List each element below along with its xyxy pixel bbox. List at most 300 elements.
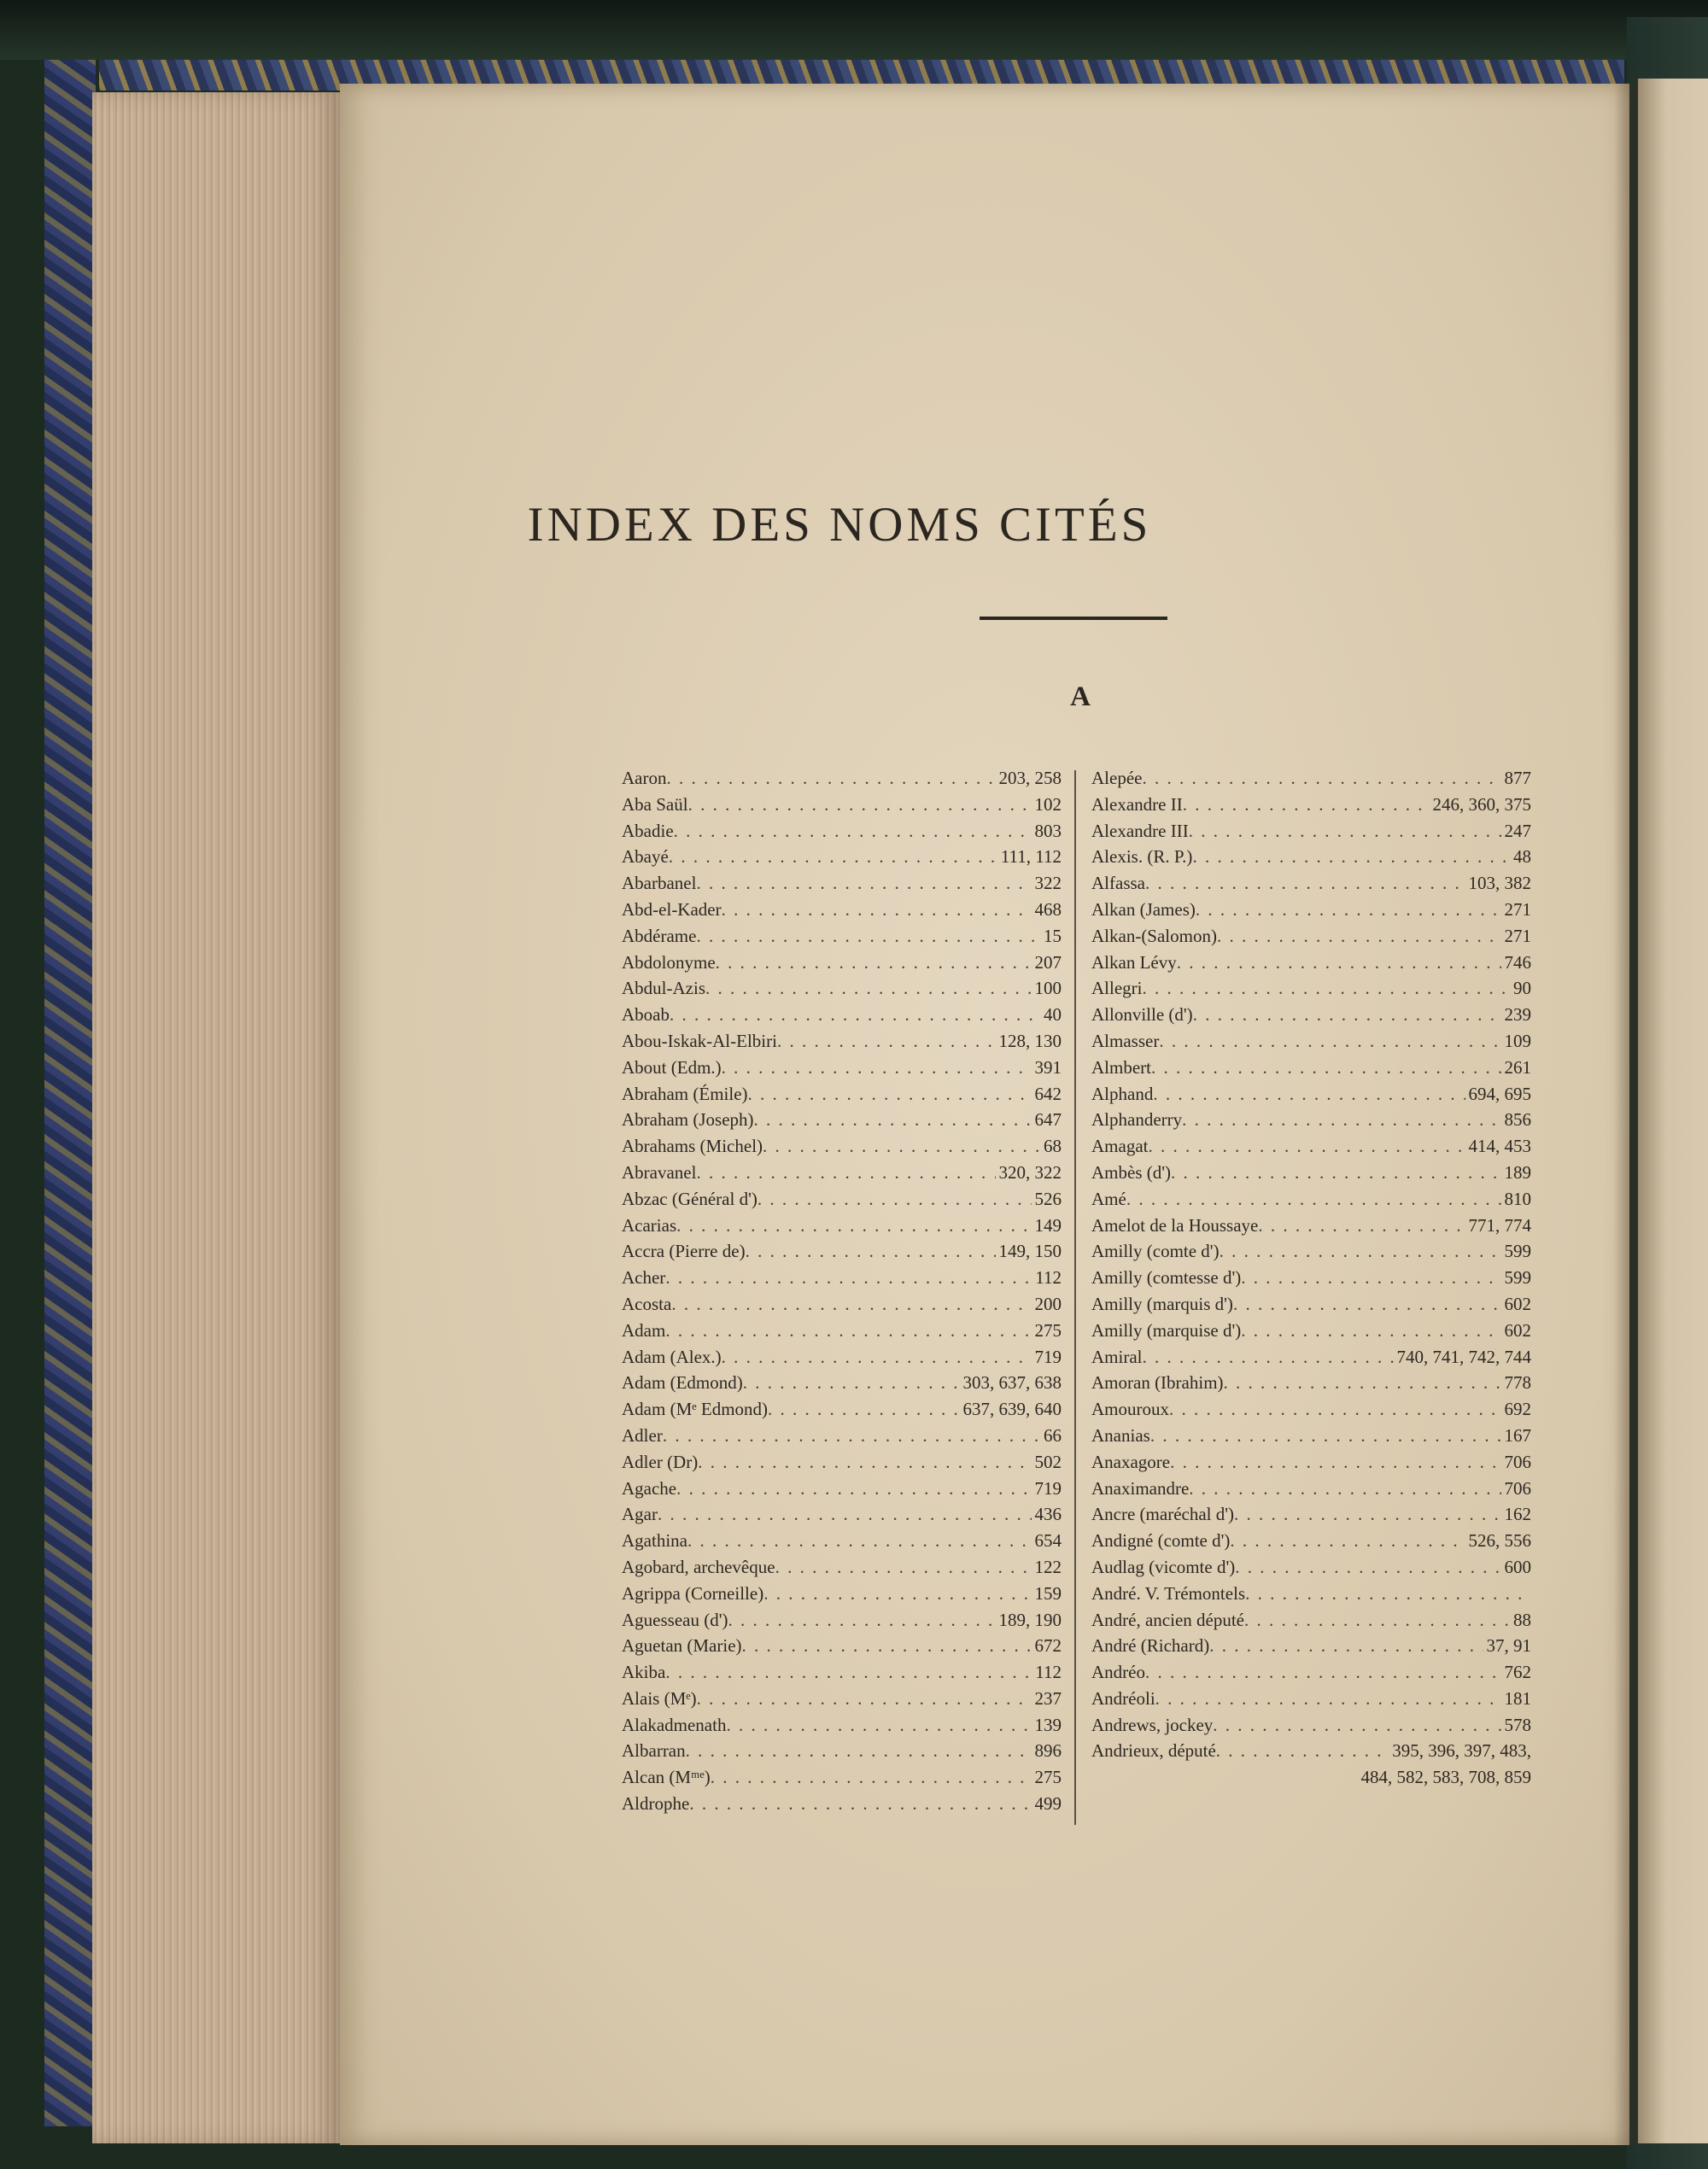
index-entry [1091, 1320, 1531, 1347]
dot-leader [1230, 1530, 1465, 1552]
index-entry [1091, 1084, 1531, 1110]
entry-pages: 719 [1034, 1477, 1062, 1499]
index-entry [1091, 1583, 1531, 1610]
dot-leader [1192, 846, 1510, 868]
index-entry [622, 1583, 1062, 1610]
entry-pages: 803 [1034, 820, 1062, 841]
entry-pages: 271 [1504, 898, 1531, 920]
dot-leader [1153, 1084, 1465, 1105]
entry-name: Alexis. (R. P.) [1091, 846, 1193, 868]
entry-name: Amouroux [1091, 1399, 1169, 1420]
entry-name: Amagat [1091, 1136, 1149, 1157]
entry-continuation: 484, 582, 583, 708, 859 [1360, 1767, 1531, 1788]
dot-leader [665, 1320, 1031, 1342]
index-column-right [1091, 768, 1531, 1793]
index-entry [622, 1215, 1062, 1242]
index-entry [622, 1320, 1062, 1347]
entry-name: Andrews, jockey [1091, 1714, 1214, 1735]
entry-name: Alepée [1091, 768, 1143, 788]
index-entry [1091, 1004, 1531, 1031]
index-entry [622, 1715, 1062, 1741]
entry-pages: 526, 556 [1468, 1530, 1531, 1552]
entry-name: Ananias [1091, 1424, 1150, 1446]
entry-name: Adler (Dr) [622, 1451, 699, 1472]
index-entry [1091, 1530, 1531, 1557]
entry-pages: 247 [1504, 820, 1531, 841]
index-entry [1091, 1031, 1531, 1057]
index-entry [622, 768, 1062, 794]
page-gutter [1614, 84, 1640, 2145]
index-entry [1091, 1662, 1531, 1688]
index-entry [622, 1793, 1062, 1820]
index-entry [622, 978, 1062, 1004]
entry-name: Alfassa [1091, 873, 1145, 894]
index-entry [622, 794, 1062, 821]
dot-leader [757, 1189, 1032, 1210]
dot-leader [1150, 1425, 1501, 1447]
entry-name: Albarran [622, 1740, 686, 1762]
index-entry [622, 1267, 1062, 1294]
entry-name: Ambès (d') [1091, 1161, 1172, 1183]
dot-leader [726, 1715, 1031, 1736]
index-entry [1091, 768, 1531, 794]
dot-leader [722, 899, 1032, 921]
index-column-left [622, 768, 1062, 1820]
entry-pages: 189 [1504, 1161, 1531, 1183]
index-entry [622, 1610, 1062, 1636]
index-entry [622, 1372, 1062, 1399]
entry-name: Adam (Edmond) [622, 1372, 743, 1394]
entry-pages: 778 [1504, 1372, 1531, 1394]
entry-name: Amilly (marquis d') [1091, 1293, 1233, 1314]
dot-leader [1171, 1162, 1500, 1184]
dot-leader [1234, 1504, 1500, 1525]
entry-pages: 642 [1034, 1083, 1062, 1104]
entry-pages: 322 [1034, 873, 1062, 894]
entry-pages: 162 [1504, 1504, 1531, 1525]
entry-pages: 275 [1034, 1319, 1062, 1341]
entry-pages: 239 [1504, 1004, 1531, 1026]
entry-name: Abadie [622, 820, 674, 841]
dot-leader [1216, 1740, 1389, 1762]
dot-leader [1235, 1557, 1500, 1578]
entry-name: Acher [622, 1267, 666, 1289]
entry-pages: 694, 695 [1468, 1083, 1531, 1104]
entry-name: Accra (Pierre de) [622, 1241, 746, 1262]
dot-leader [686, 1740, 1032, 1762]
index-entry [622, 1057, 1062, 1084]
entry-pages: 40 [1044, 1004, 1062, 1026]
index-entry [1091, 1215, 1531, 1242]
entry-pages: 159 [1034, 1582, 1062, 1604]
entry-name: Adam [622, 1319, 666, 1341]
entry-pages: 600 [1504, 1556, 1531, 1577]
index-entry [1091, 1478, 1531, 1505]
entry-pages: 90 [1513, 978, 1531, 999]
dot-leader [688, 794, 1032, 816]
entry-name: Almbert [1091, 1056, 1151, 1078]
index-entry [1091, 1688, 1531, 1715]
dot-leader [1245, 1583, 1528, 1605]
index-entry [1091, 1425, 1531, 1452]
column-divider [1074, 770, 1076, 1825]
dot-leader [1159, 1031, 1500, 1052]
book-spine [44, 60, 99, 2126]
entry-name: Abravanel [622, 1161, 697, 1183]
dot-leader [1220, 1241, 1501, 1262]
entry-name: Abdolonyme [622, 951, 716, 973]
dot-leader [1241, 1320, 1500, 1342]
entry-name: Alphanderry [1091, 1109, 1183, 1131]
entry-name: Abraham (Joseph) [622, 1109, 754, 1131]
index-entry [622, 1347, 1062, 1373]
dot-leader [689, 1793, 1031, 1815]
dot-leader [1258, 1215, 1465, 1237]
index-entry [622, 1478, 1062, 1505]
dot-leader [1145, 873, 1465, 894]
entry-pages: 112 [1035, 1662, 1062, 1683]
entry-pages: 706 [1504, 1451, 1531, 1472]
index-entry [622, 952, 1062, 979]
entry-pages: 499 [1034, 1793, 1062, 1815]
index-entry [622, 1688, 1062, 1715]
index-entry [622, 1767, 1062, 1793]
dot-leader [698, 1452, 1031, 1473]
entry-name: Alkan-(Salomon) [1091, 925, 1217, 946]
dot-leader [768, 1399, 959, 1420]
index-entry [1091, 1162, 1531, 1189]
entry-name: About (Edm.) [622, 1056, 722, 1078]
dot-leader [746, 1241, 996, 1262]
index-entry [1091, 821, 1531, 847]
dot-leader [666, 768, 995, 789]
entry-pages: 877 [1504, 768, 1531, 788]
dot-leader [1142, 978, 1510, 999]
entry-name: Alexandre III [1091, 820, 1189, 841]
entry-pages: 139 [1034, 1714, 1062, 1735]
entry-name: André. V. Trémontels [1091, 1582, 1246, 1604]
entry-name: Acosta [622, 1293, 672, 1314]
index-entry [622, 1162, 1062, 1189]
dot-leader [676, 1478, 1031, 1500]
dot-leader [665, 1662, 1032, 1683]
entry-name: Akiba [622, 1662, 666, 1683]
entry-pages: 271 [1504, 925, 1531, 946]
entry-pages: 109 [1504, 1030, 1531, 1051]
entry-name: Agrippa (Corneille) [622, 1582, 764, 1604]
entry-name: Abarbanel [622, 873, 697, 894]
entry-name: Aldrophe [622, 1793, 690, 1815]
dot-leader [1177, 952, 1501, 973]
entry-pages: 246, 360, 375 [1432, 793, 1531, 815]
index-entry [622, 1084, 1062, 1110]
dot-leader [1233, 1294, 1501, 1315]
entry-pages: 436 [1034, 1504, 1062, 1525]
dot-leader [676, 1215, 1031, 1237]
dot-leader [670, 1004, 1040, 1026]
dot-leader [716, 952, 1032, 973]
dot-leader [1213, 1715, 1500, 1736]
entry-name: Alkan Lévy [1091, 951, 1177, 973]
dot-leader [1193, 1004, 1501, 1026]
entry-pages: 37, 91 [1486, 1635, 1531, 1657]
section-letter: A [1070, 681, 1091, 712]
entry-pages: 111, 112 [1000, 846, 1062, 868]
entry-name: Abdul-Azis [622, 978, 705, 999]
entry-name: Anaxagore [1091, 1451, 1171, 1472]
entry-pages: 468 [1034, 898, 1062, 920]
dot-leader [775, 1557, 1032, 1578]
entry-pages: 237 [1034, 1687, 1062, 1709]
entry-name: Amoran (Ibrahim) [1091, 1372, 1224, 1394]
index-entry [622, 1031, 1062, 1057]
index-entry [622, 1399, 1062, 1425]
entry-name: Allonville (d') [1091, 1004, 1193, 1026]
entry-pages: 578 [1504, 1714, 1531, 1735]
dot-leader [696, 873, 1031, 894]
index-entry [1091, 978, 1531, 1004]
entry-name: Agache [622, 1477, 677, 1499]
dot-leader [1189, 1478, 1500, 1500]
entry-pages: 66 [1044, 1424, 1062, 1446]
entry-pages: 810 [1504, 1188, 1531, 1209]
entry-name: Aguetan (Marie) [622, 1635, 742, 1657]
index-entry [622, 1504, 1062, 1530]
entry-name: Alakadmenath [622, 1714, 727, 1735]
entry-name: Allegri [1091, 978, 1143, 999]
index-entry [622, 1109, 1062, 1136]
index-entry [622, 846, 1062, 873]
entry-name: Adler [622, 1424, 663, 1446]
index-entry [1091, 1109, 1531, 1136]
dot-leader [1241, 1267, 1500, 1289]
entry-name: Abraham (Émile) [622, 1083, 748, 1104]
entry-name: Amiral [1091, 1346, 1143, 1367]
entry-pages: 599 [1504, 1241, 1531, 1262]
index-entry [1091, 846, 1531, 873]
dot-leader [1244, 1610, 1510, 1631]
dot-leader [777, 1031, 996, 1052]
dot-leader [1217, 926, 1501, 947]
entry-pages: 167 [1504, 1424, 1531, 1446]
index-entry [622, 873, 1062, 899]
entry-name: Alexandre II [1091, 793, 1183, 815]
entry-pages: 88 [1513, 1609, 1531, 1630]
entry-pages: 740, 741, 742, 744 [1396, 1346, 1531, 1367]
entry-name: Abd-el-Kader [622, 898, 722, 920]
entry-pages: 395, 396, 397, 483, [1392, 1740, 1531, 1762]
entry-name: Almasser [1091, 1030, 1160, 1051]
dot-leader [669, 846, 997, 868]
entry-name: Ancre (maréchal d') [1091, 1504, 1235, 1525]
index-entry [622, 926, 1062, 952]
index-entry [1091, 1189, 1531, 1215]
entry-pages: 706 [1504, 1477, 1531, 1499]
entry-pages: 647 [1034, 1109, 1062, 1131]
entry-pages: 48 [1513, 846, 1531, 868]
entry-pages: 599 [1504, 1267, 1531, 1289]
index-entry [1091, 899, 1531, 926]
dot-leader [665, 1267, 1032, 1289]
entry-pages: 207 [1034, 951, 1062, 973]
dot-leader [705, 978, 1032, 999]
entry-name: Alphand [1091, 1083, 1154, 1104]
index-entry [1091, 1610, 1531, 1636]
entry-pages: 391 [1034, 1056, 1062, 1078]
index-entry [1091, 1347, 1531, 1373]
entry-pages: 68 [1044, 1136, 1062, 1157]
index-entry [622, 1635, 1062, 1662]
entry-name: Andréo [1091, 1662, 1145, 1683]
dot-leader [1145, 1662, 1501, 1683]
entry-name: Agathina [622, 1530, 687, 1552]
entry-pages: 896 [1034, 1740, 1062, 1762]
entry-name: Abzac (Général d') [622, 1188, 757, 1209]
entry-name: André (Richard) [1091, 1635, 1210, 1657]
index-entry [622, 1189, 1062, 1215]
entry-pages: 414, 453 [1468, 1136, 1531, 1157]
index-entry [622, 1241, 1062, 1267]
index-entry [1091, 873, 1531, 899]
index-entry [622, 1294, 1062, 1320]
entry-name: Adam (Alex.) [622, 1346, 722, 1367]
entry-name: André, ancien député [1091, 1609, 1245, 1630]
dot-leader [687, 1530, 1032, 1552]
entry-name: Andréoli [1091, 1687, 1155, 1709]
entry-pages: 526 [1034, 1188, 1062, 1209]
dot-leader [1224, 1372, 1501, 1394]
entry-pages: 103, 382 [1468, 873, 1531, 894]
entry-name: Acarias [622, 1214, 677, 1236]
entry-pages: 602 [1504, 1319, 1531, 1341]
dot-leader [743, 1372, 960, 1394]
entry-pages: 261 [1504, 1056, 1531, 1078]
index-entry [622, 1662, 1062, 1688]
index-entry [1091, 1372, 1531, 1399]
index-entry [622, 1425, 1062, 1452]
dot-leader [1142, 768, 1500, 789]
index-entry [622, 1452, 1062, 1478]
page-title: INDEX DES NOMS CITÉS [527, 498, 1152, 552]
dot-leader [1126, 1189, 1501, 1210]
index-entry [622, 1530, 1062, 1557]
entry-name: Alais (Mᵉ) [622, 1687, 697, 1709]
entry-pages: 203, 258 [998, 768, 1062, 788]
entry-name: Agobard, archevêque [622, 1556, 775, 1577]
index-entry [1091, 1740, 1531, 1767]
entry-pages: 856 [1504, 1109, 1531, 1131]
entry-name: Aguesseau (d') [622, 1609, 728, 1630]
index-entry [1091, 1635, 1531, 1662]
entry-name: Abrahams (Michel) [622, 1136, 763, 1157]
dot-leader [1196, 899, 1501, 921]
dot-leader [1142, 1347, 1393, 1368]
index-entry [622, 899, 1062, 926]
entry-pages: 15 [1044, 925, 1062, 946]
index-entry [1091, 1136, 1531, 1162]
entry-name: Andigné (comte d') [1091, 1530, 1231, 1552]
dot-leader [1151, 1057, 1501, 1079]
index-entry [1091, 1399, 1531, 1425]
entry-pages: 762 [1504, 1662, 1531, 1683]
entry-pages: 122 [1034, 1556, 1062, 1577]
facing-page-edge [1638, 79, 1708, 2143]
entry-pages: 637, 639, 640 [962, 1399, 1062, 1420]
entry-name: Abdérame [622, 925, 697, 946]
backdrop [0, 0, 1708, 60]
index-entry [1091, 1294, 1531, 1320]
index-entry [622, 821, 1062, 847]
index-entry [1091, 1557, 1531, 1583]
entry-pages: 275 [1034, 1767, 1062, 1788]
index-entry [1091, 1241, 1531, 1267]
entry-name: Amilly (marquise d') [1091, 1319, 1242, 1341]
entry-name: Anaximandre [1091, 1477, 1190, 1499]
entry-name: Agar [622, 1504, 658, 1525]
entry-pages: 672 [1034, 1635, 1062, 1657]
dot-leader [697, 1688, 1032, 1710]
dot-leader [1148, 1136, 1465, 1157]
index-entry [1091, 1715, 1531, 1741]
index-entry [1091, 926, 1531, 952]
entry-pages: 149, 150 [998, 1241, 1062, 1262]
entry-name: Alcan (Mᵐᵉ) [622, 1767, 711, 1788]
entry-pages: 692 [1504, 1399, 1531, 1420]
entry-name: Amelot de la Houssaye [1091, 1214, 1259, 1236]
entry-pages: 502 [1034, 1451, 1062, 1472]
entry-pages: 189, 190 [998, 1609, 1062, 1630]
index-entry [1091, 794, 1531, 821]
dot-leader [748, 1084, 1032, 1105]
entry-name: Amé [1091, 1188, 1126, 1209]
dot-leader [711, 1767, 1032, 1788]
entry-name: Andrieux, député [1091, 1740, 1216, 1762]
dot-leader [742, 1635, 1032, 1657]
entry-name: Amilly (comte d') [1091, 1241, 1220, 1262]
entry-pages: 100 [1034, 978, 1062, 999]
dot-leader [663, 1425, 1040, 1447]
index-entry [1091, 1452, 1531, 1478]
index-entry [622, 1740, 1062, 1767]
dot-leader [754, 1109, 1032, 1131]
entry-pages: 654 [1034, 1530, 1062, 1552]
entry-name: Aba Saül [622, 793, 688, 815]
dot-leader [1155, 1688, 1501, 1710]
entry-name: Abayé [622, 846, 669, 868]
entry-pages: 181 [1504, 1687, 1531, 1709]
dot-leader [1169, 1399, 1501, 1420]
entry-name: Aaron [622, 768, 667, 788]
dot-leader [722, 1347, 1032, 1368]
entry-name: Alkan (James) [1091, 898, 1196, 920]
dot-leader [696, 1162, 995, 1184]
entry-pages: 128, 130 [998, 1030, 1062, 1051]
dot-leader [658, 1504, 1032, 1525]
page-block-edge [92, 92, 340, 2143]
dot-leader [722, 1057, 1032, 1079]
dot-leader [728, 1610, 996, 1631]
index-entry [1091, 1504, 1531, 1530]
dot-leader [671, 1294, 1031, 1315]
index-entry [622, 1136, 1062, 1162]
entry-pages: 602 [1504, 1293, 1531, 1314]
dot-leader [1209, 1635, 1483, 1657]
entry-name: Amilly (comtesse d') [1091, 1267, 1242, 1289]
entry-pages: 320, 322 [998, 1161, 1062, 1183]
index-entry [1091, 1267, 1531, 1294]
entry-name: Aboab [622, 1004, 670, 1026]
entry-pages: 200 [1034, 1293, 1062, 1314]
